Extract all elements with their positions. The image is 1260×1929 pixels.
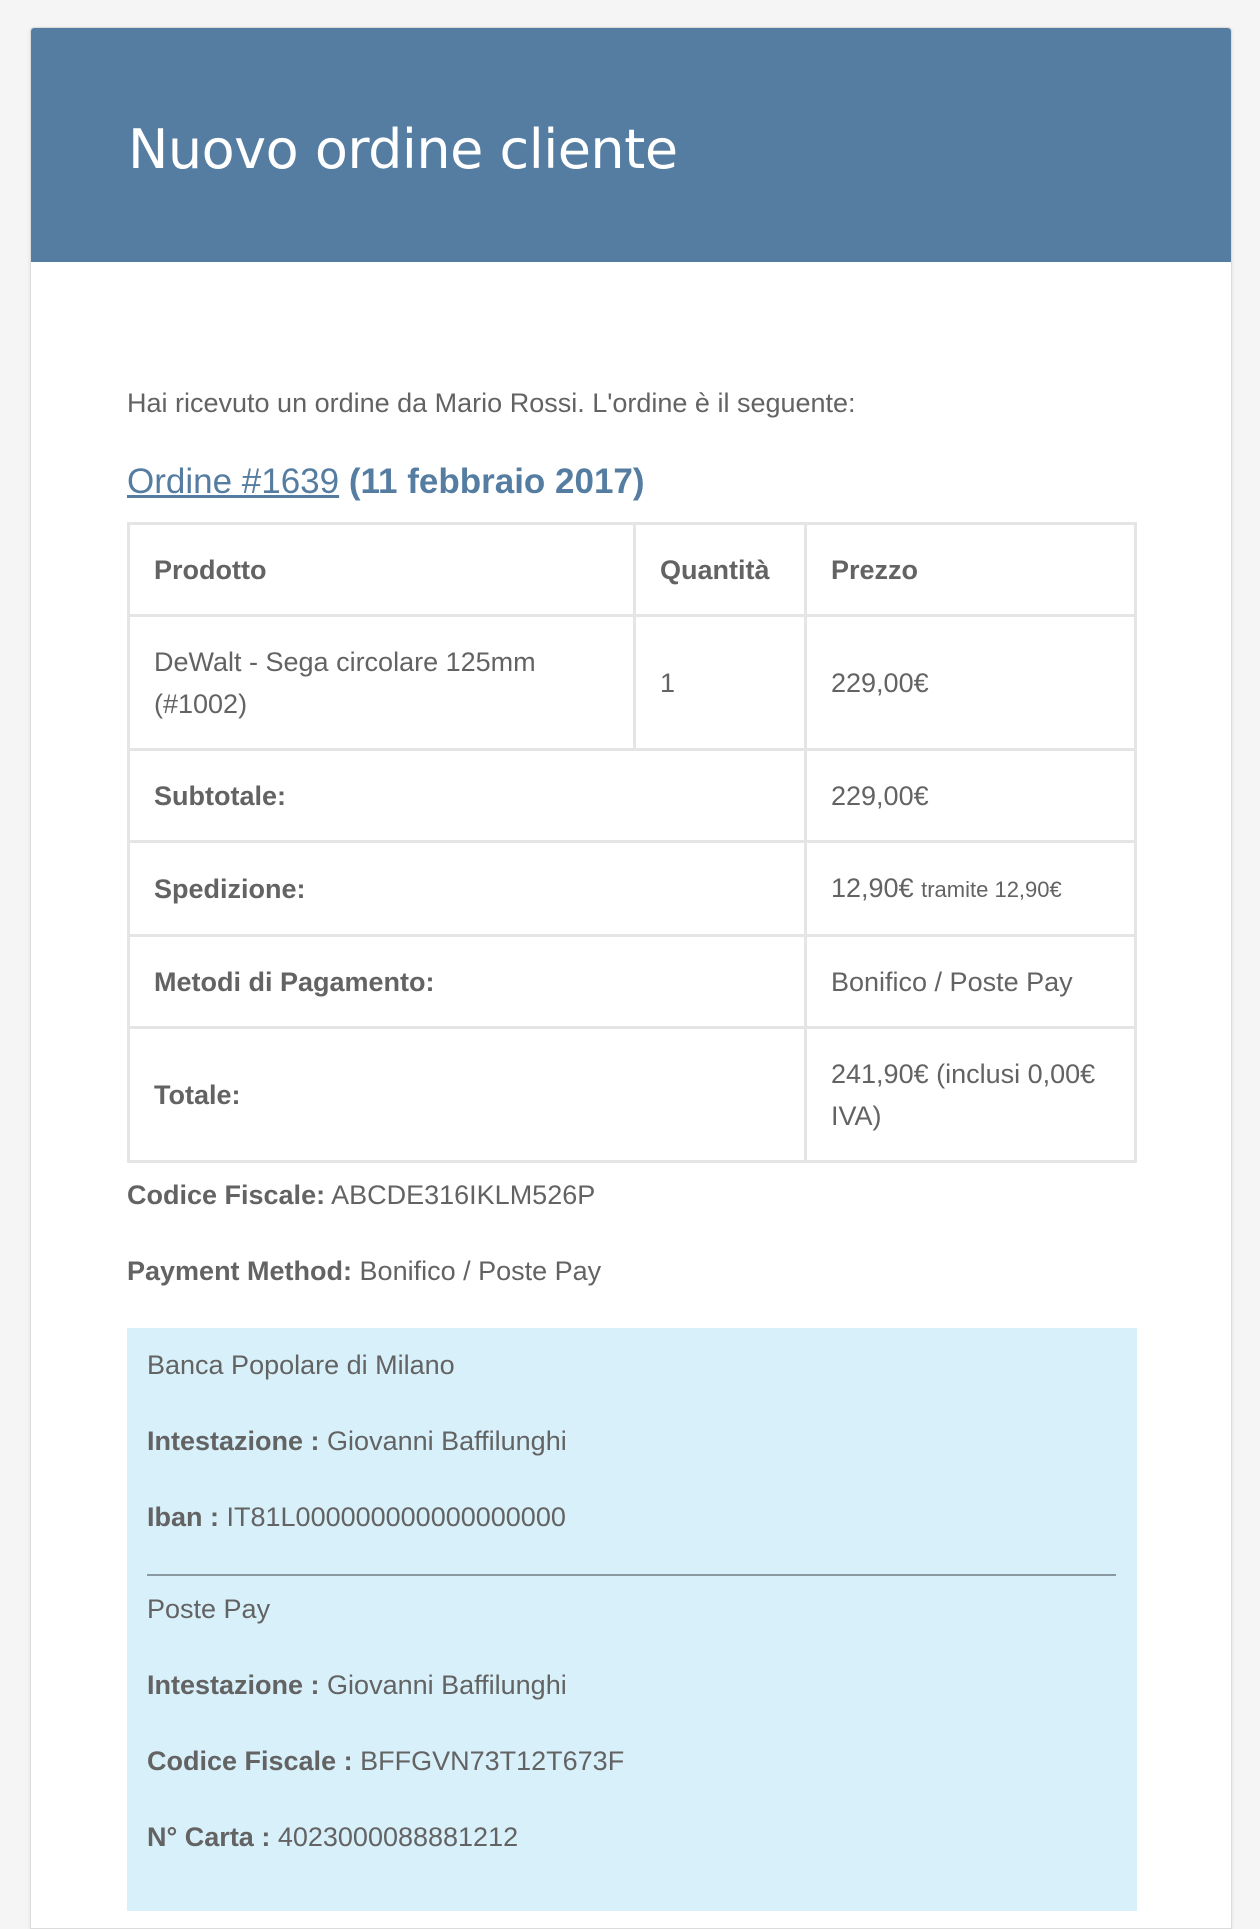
shipping-row: [129, 842, 1136, 936]
shipping-value: 12,90€: [831, 872, 914, 903]
total-value: 241,90€ (inclusi 0,00€: [831, 1058, 1096, 1089]
postepay-holder-label: Intestazione :: [147, 1670, 320, 1700]
order-table: [127, 522, 1137, 1163]
postepay-card: [147, 1822, 518, 1853]
item-sku: (#1002): [154, 688, 248, 719]
payment-value: Bonifico / Poste Pay: [806, 936, 1136, 1028]
payment-method-value: Bonifico / Poste Pay: [359, 1256, 602, 1286]
bank-holder-value: Giovanni Baffilunghi: [327, 1426, 567, 1456]
bank-holder: [147, 1426, 567, 1457]
subtotal-label: Subtotale:: [129, 750, 806, 842]
bank-iban: [147, 1502, 566, 1533]
postepay-name: Poste Pay: [147, 1594, 271, 1624]
table-row: [129, 616, 1136, 750]
order-link[interactable]: Ordine #1639: [127, 462, 340, 501]
payment-details-box: [127, 1328, 1137, 1911]
bank-iban-value: IT81L000000000000000000: [226, 1502, 566, 1532]
shipping-label: Spedizione:: [129, 842, 806, 936]
header-price: Prezzo: [806, 524, 1136, 616]
email-header: [31, 28, 1231, 262]
order-date: (11 febbraio 2017): [348, 462, 645, 501]
total-value-tax: IVA): [831, 1100, 882, 1131]
payment-row: [129, 936, 1136, 1028]
payment-method: [127, 1256, 601, 1287]
payment-label: Metodi di Pagamento:: [129, 936, 806, 1028]
item-name: DeWalt - Sega circolare 125mm: [154, 646, 536, 677]
postepay-fiscal-code: [147, 1746, 624, 1777]
table-header-row: [129, 524, 1136, 616]
item-quantity: 1: [635, 616, 806, 750]
email-title: Nuovo ordine cliente: [128, 118, 678, 181]
bank-name: Banca Popolare di Milano: [147, 1350, 455, 1380]
header-product: Prodotto: [129, 524, 635, 616]
item-price: 229,00€: [806, 616, 1136, 750]
shipping-cell: [806, 842, 1136, 936]
bank-iban-label: Iban :: [147, 1502, 219, 1532]
postepay-holder: [147, 1670, 567, 1701]
fiscal-code-value: ABCDE316IKLM526P: [331, 1180, 596, 1210]
bank-holder-label: Intestazione :: [147, 1426, 320, 1456]
postepay-cf-label: Codice Fiscale :: [147, 1746, 353, 1776]
postepay-holder-value: Giovanni Baffilunghi: [327, 1670, 567, 1700]
postepay-card-value: 4023000088881212: [277, 1822, 519, 1852]
intro-text: Hai ricevuto un ordine da Mario Rossi. L'ordine è il seguente:: [127, 388, 856, 418]
header-quantity: Quantità: [635, 524, 806, 616]
item-product: [129, 616, 635, 750]
fiscal-code-label: Codice Fiscale:: [127, 1180, 326, 1210]
total-cell: [806, 1028, 1136, 1162]
order-heading: [127, 462, 645, 502]
subtotal-row: [129, 750, 1136, 842]
payment-method-label: Payment Method:: [127, 1256, 353, 1286]
postepay-card-label: N° Carta :: [147, 1822, 271, 1852]
subtotal-value: 229,00€: [806, 750, 1136, 842]
total-label: Totale:: [129, 1028, 806, 1162]
total-row: [129, 1028, 1136, 1162]
postepay-cf-value: BFFGVN73T12T673F: [360, 1746, 625, 1776]
email-card: [30, 27, 1232, 1929]
shipping-via: tramite 12,90€: [921, 876, 1062, 902]
fiscal-code: [127, 1180, 595, 1211]
divider: [147, 1574, 1116, 1576]
